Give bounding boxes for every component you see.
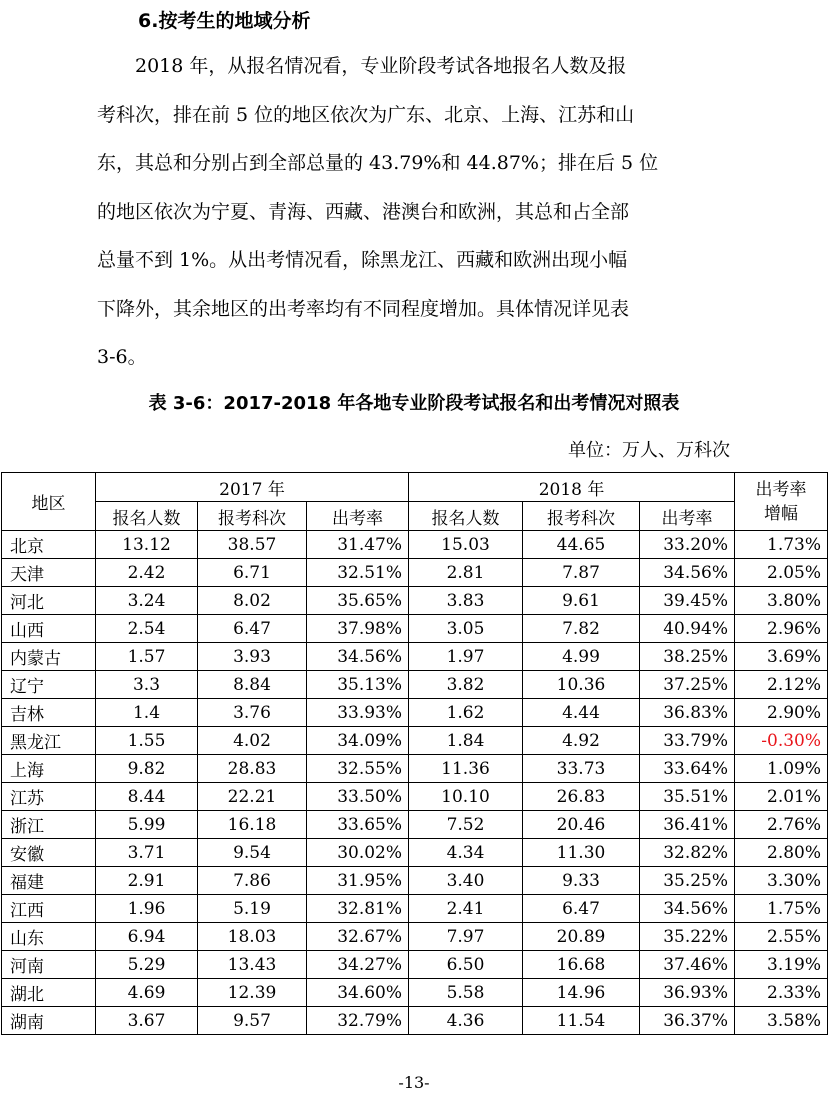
value-cell: 2.41 [409,895,523,923]
value-cell: 7.97 [409,923,523,951]
paragraph-line: 下降外，其余地区的出考率均有不同程度增加。具体情况详见表 [97,297,630,320]
value-cell: 37.98% [307,615,409,643]
increase-header [735,473,828,531]
value-cell: 30.02% [307,839,409,867]
paragraph-line: 考科次，排在前 5 位的地区依次为广东、北京、上海、江苏和山 [97,103,635,126]
value-cell: 6.94 [96,923,198,951]
value-cell: 36.83% [640,699,735,727]
table-caption: 表 3-6：2017-2018 年各地专业阶段考试报名和出考情况对照表 [148,393,680,414]
value-cell: 5.19 [198,895,307,923]
increase-cell: 2.55% [735,923,828,951]
increase-cell: 2.05% [735,559,828,587]
value-cell: 4.34 [409,839,523,867]
value-cell: 4.44 [523,699,640,727]
value-cell: 6.71 [198,559,307,587]
value-cell: 9.61 [523,587,640,615]
increase-cell: 2.33% [735,979,828,1007]
table-row [2,783,828,811]
value-cell: 34.56% [640,895,735,923]
region-cell: 湖南 [2,1007,96,1035]
value-cell: 13.12 [96,531,198,559]
value-cell: 32.67% [307,923,409,951]
table-row [2,559,828,587]
value-cell: 12.39 [198,979,307,1007]
increase-cell: 3.19% [735,951,828,979]
value-cell: 2.42 [96,559,198,587]
region-cell: 河南 [2,951,96,979]
value-cell: 2.91 [96,867,198,895]
value-cell: 34.09% [307,727,409,755]
value-cell: 1.62 [409,699,523,727]
value-cell: 3.3 [96,671,198,699]
value-cell: 9.82 [96,755,198,783]
region-cell: 浙江 [2,811,96,839]
value-cell: 36.41% [640,811,735,839]
value-cell: 20.46 [523,811,640,839]
increase-cell: 1.09% [735,755,828,783]
value-cell: 3.82 [409,671,523,699]
sub-header: 报考科次 [198,502,307,531]
value-cell: 9.57 [198,1007,307,1035]
increase-header-line2: 增幅 [764,503,799,524]
value-cell: 37.25% [640,671,735,699]
value-cell: 18.03 [198,923,307,951]
value-cell: 33.20% [640,531,735,559]
table-row [2,531,828,559]
value-cell: 32.55% [307,755,409,783]
page-number: -13- [398,1073,430,1092]
region-cell: 山西 [2,615,96,643]
region-cell: 天津 [2,559,96,587]
value-cell: 16.18 [198,811,307,839]
value-cell: 11.36 [409,755,523,783]
value-cell: 4.36 [409,1007,523,1035]
table-row [2,587,828,615]
table-row [2,1007,828,1035]
value-cell: 33.65% [307,811,409,839]
value-cell: 1.57 [96,643,198,671]
paragraph-line: 2018 年，从报名情况看，专业阶段考试各地报名人数及报 [97,55,627,77]
sub-header: 出考率 [307,502,409,531]
region-cell: 福建 [2,867,96,895]
value-cell: 33.79% [640,727,735,755]
value-cell: 8.44 [96,783,198,811]
value-cell: 4.69 [96,979,198,1007]
increase-cell: 2.12% [735,671,828,699]
value-cell: 35.51% [640,783,735,811]
region-cell: 江苏 [2,783,96,811]
value-cell: 11.30 [523,839,640,867]
value-cell: 36.93% [640,979,735,1007]
value-cell: 11.54 [523,1007,640,1035]
value-cell: 28.83 [198,755,307,783]
increase-cell: 3.58% [735,1007,828,1035]
region-cell: 山东 [2,923,96,951]
table-row [2,867,828,895]
table-row [2,811,828,839]
value-cell: 3.05 [409,615,523,643]
increase-cell: 2.90% [735,699,828,727]
increase-cell: 2.76% [735,811,828,839]
table-unit: 单位：万人、万科次 [568,440,730,461]
value-cell: 32.51% [307,559,409,587]
value-cell: 38.25% [640,643,735,671]
table-row [2,839,828,867]
value-cell: 8.84 [198,671,307,699]
increase-cell: 2.80% [735,839,828,867]
region-cell: 辽宁 [2,671,96,699]
value-cell: 22.21 [198,783,307,811]
value-cell: 9.33 [523,867,640,895]
value-cell: 15.03 [409,531,523,559]
value-cell: 7.82 [523,615,640,643]
region-cell: 内蒙古 [2,643,96,671]
increase-cell: 1.75% [735,895,828,923]
value-cell: 35.22% [640,923,735,951]
region-cell: 湖北 [2,979,96,1007]
value-cell: 3.93 [198,643,307,671]
value-cell: 8.02 [198,587,307,615]
increase-cell: 1.73% [735,531,828,559]
increase-cell: 3.80% [735,587,828,615]
value-cell: 33.50% [307,783,409,811]
value-cell: 16.68 [523,951,640,979]
value-cell: 4.99 [523,643,640,671]
table-row [2,615,828,643]
value-cell: 38.57 [198,531,307,559]
value-cell: 40.94% [640,615,735,643]
table-header-row [2,473,828,502]
value-cell: 6.50 [409,951,523,979]
value-cell: 1.96 [96,895,198,923]
value-cell: 3.76 [198,699,307,727]
value-cell: 9.54 [198,839,307,867]
value-cell: 3.71 [96,839,198,867]
paragraph-line: 东，其总和分别占到全部总量的 43.79%和 44.87%；排在后 5 位 [97,152,659,174]
year-2018-header: 2018 年 [409,473,735,502]
value-cell: 13.43 [198,951,307,979]
value-cell: 32.79% [307,1007,409,1035]
value-cell: 33.73 [523,755,640,783]
paragraph-line: 总量不到 1%。从出考情况看，除黑龙江、西藏和欧洲出现小幅 [97,249,628,271]
table-row [2,643,828,671]
value-cell: 32.82% [640,839,735,867]
value-cell: 2.81 [409,559,523,587]
value-cell: 3.24 [96,587,198,615]
value-cell: 4.02 [198,727,307,755]
paragraph-line: 3-6。 [97,346,147,368]
value-cell: 34.60% [307,979,409,1007]
table-row [2,699,828,727]
value-cell: 5.29 [96,951,198,979]
body-paragraph [97,42,731,382]
value-cell: 33.93% [307,699,409,727]
section-heading: 6.按考生的地域分析 [138,10,311,32]
region-cell: 安徽 [2,839,96,867]
value-cell: 1.84 [409,727,523,755]
value-cell: 2.54 [96,615,198,643]
region-cell: 江西 [2,895,96,923]
value-cell: 26.83 [523,783,640,811]
paragraph-line: 的地区依次为宁夏、青海、西藏、港澳台和欧洲，其总和占全部 [97,200,630,223]
value-cell: 10.10 [409,783,523,811]
value-cell: 34.56% [307,643,409,671]
year-2017-header: 2017 年 [96,473,409,502]
value-cell: 31.95% [307,867,409,895]
table-row [2,895,828,923]
region-cell: 黑龙江 [2,727,96,755]
value-cell: 34.56% [640,559,735,587]
value-cell: 3.83 [409,587,523,615]
sub-header: 报考科次 [523,502,640,531]
value-cell: 4.92 [523,727,640,755]
table-row [2,951,828,979]
value-cell: 31.47% [307,531,409,559]
value-cell: 3.67 [96,1007,198,1035]
value-cell: 32.81% [307,895,409,923]
value-cell: 35.25% [640,867,735,895]
region-cell: 河北 [2,587,96,615]
value-cell: 6.47 [198,615,307,643]
increase-cell: 3.69% [735,643,828,671]
value-cell: 5.99 [96,811,198,839]
value-cell: 5.58 [409,979,523,1007]
increase-cell: 2.01% [735,783,828,811]
increase-header-line1: 出考率 [755,479,807,500]
value-cell: 36.37% [640,1007,735,1035]
table-body [2,531,828,1035]
table-row [2,979,828,1007]
comparison-table [1,472,828,1035]
table-row [2,755,828,783]
value-cell: 10.36 [523,671,640,699]
table-row [2,727,828,755]
table-subheader-row [2,502,828,531]
value-cell: 39.45% [640,587,735,615]
region-cell: 吉林 [2,699,96,727]
value-cell: 14.96 [523,979,640,1007]
value-cell: 34.27% [307,951,409,979]
value-cell: 33.64% [640,755,735,783]
increase-cell: 3.30% [735,867,828,895]
sub-header: 报名人数 [409,502,523,531]
region-header: 地区 [2,473,96,531]
value-cell: 35.65% [307,587,409,615]
value-cell: 7.52 [409,811,523,839]
value-cell: 44.65 [523,531,640,559]
sub-header: 出考率 [640,502,735,531]
increase-cell: -0.30% [735,727,828,755]
sub-header: 报名人数 [96,502,198,531]
value-cell: 3.40 [409,867,523,895]
value-cell: 6.47 [523,895,640,923]
value-cell: 20.89 [523,923,640,951]
value-cell: 1.4 [96,699,198,727]
value-cell: 1.55 [96,727,198,755]
value-cell: 1.97 [409,643,523,671]
value-cell: 37.46% [640,951,735,979]
region-cell: 上海 [2,755,96,783]
region-cell: 北京 [2,531,96,559]
value-cell: 35.13% [307,671,409,699]
table-row [2,671,828,699]
increase-cell: 2.96% [735,615,828,643]
table-row [2,923,828,951]
value-cell: 7.86 [198,867,307,895]
value-cell: 7.87 [523,559,640,587]
